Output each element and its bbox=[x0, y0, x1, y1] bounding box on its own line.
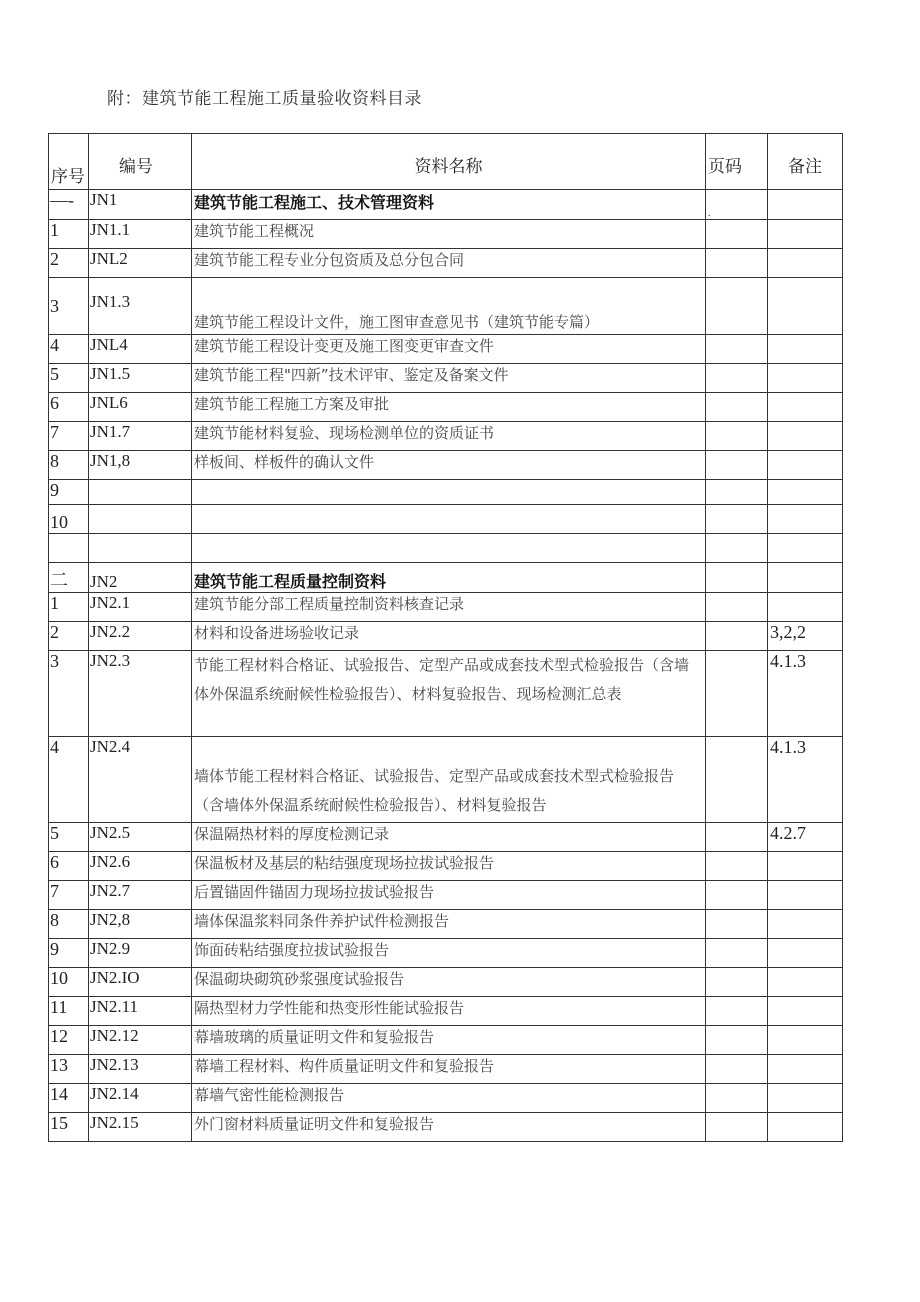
row-page bbox=[706, 480, 768, 505]
header-no: 序号 bbox=[49, 134, 89, 190]
row-remark bbox=[768, 1026, 843, 1055]
row-code: JN2.12 bbox=[89, 1026, 192, 1055]
row-name: 建筑节能工程设计文件，施工图审查意见书（建筑节能专篇） bbox=[192, 278, 706, 335]
row-name: 后置锚固件锚固力现场拉拔试验报告 bbox=[192, 881, 706, 910]
row-remark bbox=[768, 1055, 843, 1084]
row-remark bbox=[768, 852, 843, 881]
row-no: 10 bbox=[49, 505, 89, 534]
row-remark bbox=[768, 881, 843, 910]
table-row bbox=[49, 190, 843, 220]
row-code: JN2.13 bbox=[89, 1055, 192, 1084]
row-page bbox=[706, 393, 768, 422]
row-name: 建筑节能分部工程质量控制资料核查记录 bbox=[192, 593, 706, 622]
row-name: 建筑节能工程施工方案及审批 bbox=[192, 393, 706, 422]
table-row bbox=[49, 505, 843, 534]
row-code: JN2.IO bbox=[89, 968, 192, 997]
table-row bbox=[49, 593, 843, 622]
row-code: JN2.7 bbox=[89, 881, 192, 910]
row-code: JN2.11 bbox=[89, 997, 192, 1026]
row-no: 1 bbox=[49, 220, 89, 249]
table-row bbox=[49, 651, 843, 737]
table-row bbox=[49, 563, 843, 593]
table-row bbox=[49, 997, 843, 1026]
row-remark bbox=[768, 190, 843, 220]
row-remark bbox=[768, 278, 843, 335]
row-code: JN1.7 bbox=[89, 422, 192, 451]
row-name: 建筑节能工程质量控制资料 bbox=[192, 563, 706, 593]
row-name: 保温隔热材料的厚度检测记录 bbox=[192, 823, 706, 852]
row-no: 9 bbox=[49, 939, 89, 968]
row-no: 15 bbox=[49, 1113, 89, 1142]
row-no: 3 bbox=[49, 278, 89, 335]
row-remark: 4.2.7 bbox=[768, 823, 843, 852]
row-no: 8 bbox=[49, 910, 89, 939]
row-code: JNL4 bbox=[89, 335, 192, 364]
row-page bbox=[706, 997, 768, 1026]
row-name bbox=[192, 534, 706, 563]
row-remark bbox=[768, 249, 843, 278]
table-row bbox=[49, 939, 843, 968]
header-code: 编号 bbox=[89, 134, 192, 190]
row-no: 2 bbox=[49, 622, 89, 651]
table-row bbox=[49, 881, 843, 910]
row-code bbox=[89, 534, 192, 563]
row-code: JN1.5 bbox=[89, 364, 192, 393]
row-page bbox=[706, 278, 768, 335]
row-page bbox=[706, 910, 768, 939]
row-no: 14 bbox=[49, 1084, 89, 1113]
catalog-table bbox=[48, 133, 843, 1142]
table-row bbox=[49, 823, 843, 852]
row-code: JN2.9 bbox=[89, 939, 192, 968]
row-no: 8 bbox=[49, 451, 89, 480]
row-no: 7 bbox=[49, 422, 89, 451]
row-page bbox=[706, 968, 768, 997]
header-page: 页码 bbox=[706, 134, 768, 190]
row-remark: 4.1.3 bbox=[768, 737, 843, 823]
row-no: 12 bbox=[49, 1026, 89, 1055]
row-remark: 4.1.3 bbox=[768, 651, 843, 737]
table-row bbox=[49, 1113, 843, 1142]
row-page bbox=[706, 1084, 768, 1113]
row-name: 建筑节能材料复验、现场检测单位的资质证书 bbox=[192, 422, 706, 451]
row-code: JN2.1 bbox=[89, 593, 192, 622]
row-page bbox=[706, 422, 768, 451]
row-code: JN1.3 bbox=[89, 278, 192, 335]
row-code: JN1,8 bbox=[89, 451, 192, 480]
row-code: JNL6 bbox=[89, 393, 192, 422]
row-page bbox=[706, 563, 768, 593]
header-name: 资料名称 bbox=[192, 134, 706, 190]
row-remark bbox=[768, 1084, 843, 1113]
table-row bbox=[49, 335, 843, 364]
row-page bbox=[706, 534, 768, 563]
row-page bbox=[706, 593, 768, 622]
row-no: 10 bbox=[49, 968, 89, 997]
row-name: 建筑节能工程设计变更及施工图变更审查文件 bbox=[192, 335, 706, 364]
row-no: 5 bbox=[49, 364, 89, 393]
row-no: 9 bbox=[49, 480, 89, 505]
row-remark bbox=[768, 563, 843, 593]
table-row bbox=[49, 480, 843, 505]
row-page bbox=[706, 451, 768, 480]
row-code: JN2.2 bbox=[89, 622, 192, 651]
table-row bbox=[49, 534, 843, 563]
row-name: 幕墙工程材料、构件质量证明文件和复验报告 bbox=[192, 1055, 706, 1084]
row-page bbox=[706, 939, 768, 968]
table-row bbox=[49, 393, 843, 422]
row-code: JN2.3 bbox=[89, 651, 192, 737]
row-no: 1 bbox=[49, 593, 89, 622]
header-remark: 备注 bbox=[768, 134, 843, 190]
row-remark bbox=[768, 505, 843, 534]
row-name: 节能工程材料合格证、试验报告、定型产品或成套技术型式检验报告（含墙体外保温系统耐候性检验报告）、材料复验报告、现场检测汇总表 bbox=[192, 651, 706, 737]
row-page bbox=[706, 823, 768, 852]
row-remark bbox=[768, 364, 843, 393]
table-row bbox=[49, 737, 843, 823]
row-page bbox=[706, 651, 768, 737]
row-name: 隔热型材力学性能和热变形性能试验报告 bbox=[192, 997, 706, 1026]
row-no: 6 bbox=[49, 852, 89, 881]
row-page bbox=[706, 1026, 768, 1055]
row-name: 外门窗材料质量证明文件和复验报告 bbox=[192, 1113, 706, 1142]
row-remark bbox=[768, 534, 843, 563]
row-no: 2 bbox=[49, 249, 89, 278]
row-name: 建筑节能工程施工、技术管理资料 bbox=[192, 190, 706, 220]
row-page: . bbox=[706, 190, 768, 220]
row-name: 建筑节能工程"四新”技术评审、鉴定及备案文件 bbox=[192, 364, 706, 393]
row-no: 6 bbox=[49, 393, 89, 422]
row-no: 13 bbox=[49, 1055, 89, 1084]
row-code: JN1 bbox=[89, 190, 192, 220]
row-no: 二 bbox=[49, 563, 89, 593]
table-row bbox=[49, 422, 843, 451]
row-page bbox=[706, 335, 768, 364]
row-remark bbox=[768, 335, 843, 364]
row-remark: 3,2,2 bbox=[768, 622, 843, 651]
table-row bbox=[49, 1026, 843, 1055]
row-page bbox=[706, 737, 768, 823]
table-row bbox=[49, 852, 843, 881]
document-title: 附：建筑节能工程施工质量验收资料目录 bbox=[107, 89, 422, 109]
row-remark bbox=[768, 997, 843, 1026]
row-name: 饰面砖粘结强度拉拔试验报告 bbox=[192, 939, 706, 968]
row-remark bbox=[768, 451, 843, 480]
row-page bbox=[706, 1113, 768, 1142]
row-code: JN2.14 bbox=[89, 1084, 192, 1113]
row-code: JN1.1 bbox=[89, 220, 192, 249]
table-row bbox=[49, 622, 843, 651]
row-no: —- bbox=[49, 190, 89, 220]
row-code: JN2,8 bbox=[89, 910, 192, 939]
row-page bbox=[706, 364, 768, 393]
table-row bbox=[49, 910, 843, 939]
row-page bbox=[706, 249, 768, 278]
table-row bbox=[49, 364, 843, 393]
table-row bbox=[49, 220, 843, 249]
row-remark bbox=[768, 968, 843, 997]
row-page bbox=[706, 852, 768, 881]
row-page bbox=[706, 1055, 768, 1084]
row-name: 材料和设备进场验收记录 bbox=[192, 622, 706, 651]
row-no: 11 bbox=[49, 997, 89, 1026]
row-remark bbox=[768, 593, 843, 622]
table-row bbox=[49, 968, 843, 997]
row-no: 5 bbox=[49, 823, 89, 852]
row-name: 保温板材及基层的粘结强度现场拉拔试验报告 bbox=[192, 852, 706, 881]
row-remark bbox=[768, 480, 843, 505]
row-name: 建筑节能工程概况 bbox=[192, 220, 706, 249]
row-remark bbox=[768, 939, 843, 968]
row-code: JN2.15 bbox=[89, 1113, 192, 1142]
row-no: 7 bbox=[49, 881, 89, 910]
row-name: 保温砌块砌筑砂浆强度试验报告 bbox=[192, 968, 706, 997]
table-row bbox=[49, 1055, 843, 1084]
row-name bbox=[192, 480, 706, 505]
row-code bbox=[89, 480, 192, 505]
row-no bbox=[49, 534, 89, 563]
row-name: 幕墙玻璃的质量证明文件和复验报告 bbox=[192, 1026, 706, 1055]
row-name: 样板间、样板件的确认文件 bbox=[192, 451, 706, 480]
row-page bbox=[706, 220, 768, 249]
row-name bbox=[192, 505, 706, 534]
table-row bbox=[49, 278, 843, 335]
row-remark bbox=[768, 220, 843, 249]
row-page bbox=[706, 505, 768, 534]
table-row bbox=[49, 1084, 843, 1113]
row-no: 4 bbox=[49, 737, 89, 823]
row-name: 墙体保温浆料同条件养护试件检测报告 bbox=[192, 910, 706, 939]
row-code: JN2.4 bbox=[89, 737, 192, 823]
row-page bbox=[706, 881, 768, 910]
row-code: JNL2 bbox=[89, 249, 192, 278]
row-remark bbox=[768, 910, 843, 939]
row-code: JN2.6 bbox=[89, 852, 192, 881]
row-remark bbox=[768, 1113, 843, 1142]
row-name: 墙体节能工程材料合格证、试验报告、定型产品或成套技术型式检验报告（含墙体外保温系统耐候性检验报告）、材料复验报告 bbox=[192, 737, 706, 823]
row-remark bbox=[768, 422, 843, 451]
row-remark bbox=[768, 393, 843, 422]
row-name: 幕墙气密性能检测报告 bbox=[192, 1084, 706, 1113]
row-code: JN2.5 bbox=[89, 823, 192, 852]
row-page bbox=[706, 622, 768, 651]
table-header-row bbox=[49, 134, 843, 190]
table-row bbox=[49, 249, 843, 278]
row-no: 4 bbox=[49, 335, 89, 364]
row-code: JN2 bbox=[89, 563, 192, 593]
table-row bbox=[49, 451, 843, 480]
row-name: 建筑节能工程专业分包资质及总分包合同 bbox=[192, 249, 706, 278]
row-code bbox=[89, 505, 192, 534]
row-no: 3 bbox=[49, 651, 89, 737]
